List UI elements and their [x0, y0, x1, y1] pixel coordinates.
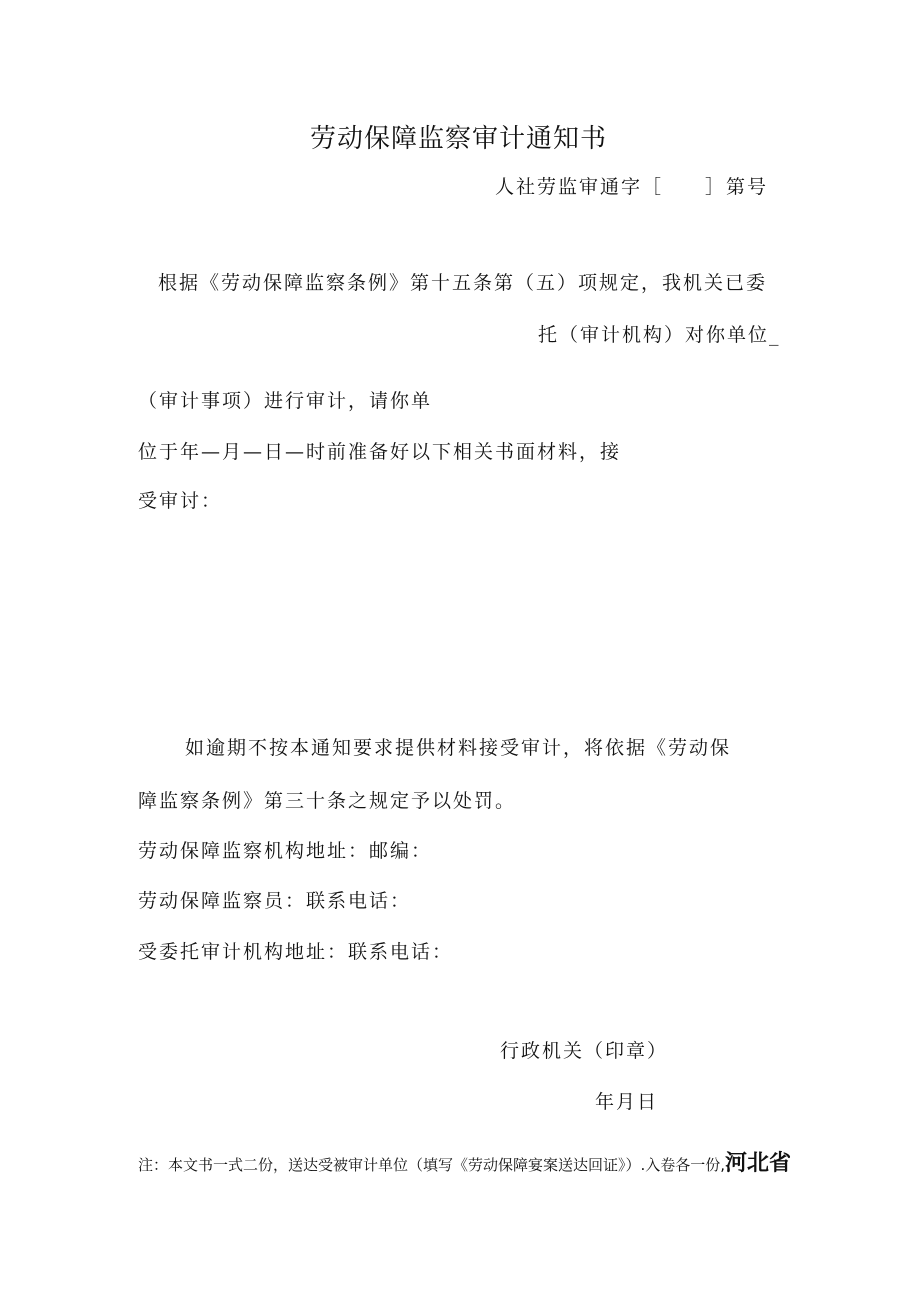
page-title: 劳动保障监察审计通知书 [310, 124, 608, 154]
footnote-tail: 河北省 [725, 1151, 792, 1176]
body-line-3: （审计事项）进行审计，请你单 [138, 390, 433, 412]
footnote-text: 注：本文书一式二份，送达受被审计单位（填写《劳动保障宴案送达回证》）.入卷各一份, [138, 1156, 726, 1174]
footnote [138, 1146, 791, 1177]
audit-agency-line: 受委托审计机构地址：联系电话： [138, 941, 454, 963]
body-line-5: 受审讨： [138, 490, 223, 512]
date-line: 年月日 [595, 1091, 659, 1113]
signature-line: 行政机关（印章） [500, 1040, 669, 1062]
body-line-4: 位于年—月—日—时前准备好以下相关书面材料，接 [138, 441, 622, 463]
inspector-line: 劳动保障监察员：联系电话： [138, 890, 412, 912]
body-line-1: 根据《劳动保障监察条例》第十五条第（五）项规定，我机关已委 [158, 272, 768, 294]
body-line-2: 托（审计机构）对你单位_ [538, 324, 781, 346]
body-line-7: 障监察条例》第三十条之规定予以处罚。 [138, 790, 517, 812]
address-line: 劳动保障监察机构地址：邮编： [138, 840, 433, 862]
document-number: 人社劳监审通字［ ］第号 [495, 176, 769, 198]
body-line-6: 如逾期不按本通知要求提供材料接受审计，将依据《劳动保 [185, 737, 732, 759]
